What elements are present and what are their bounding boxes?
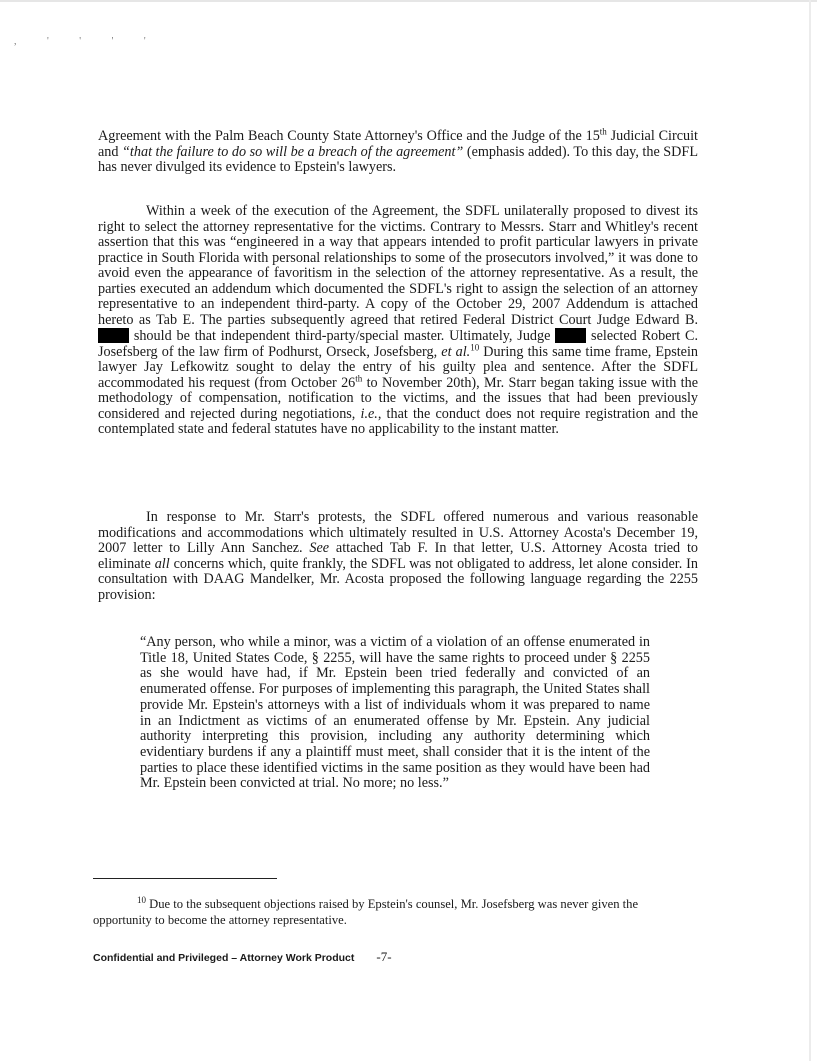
scan-edge-top bbox=[0, 0, 817, 2]
page-footer bbox=[93, 949, 693, 965]
p2-superscript: th bbox=[355, 372, 363, 383]
scan-specks: , ' ' ' ' bbox=[14, 36, 160, 47]
p3-italic-see: See bbox=[309, 540, 330, 556]
paragraph-addendum bbox=[98, 204, 698, 438]
p1-text-2: Judicial Circuit and bbox=[98, 128, 698, 160]
paragraph-response bbox=[98, 510, 698, 603]
p2-text-5: to November 20th), Mr. Starr began taking issue with the methodology of compensation, notification to the victims, and the issues that had been previously considered and rejected during negotiations, bbox=[98, 374, 698, 422]
p1-text-1: Agreement with the Palm Beach County State Attorney's Office and the Judge of the 15 bbox=[98, 128, 600, 144]
p2-text-1: Within a week of the execution of the Agreement, the SDFL unilaterally proposed to divest its right to select the attorney representative for the victims. Contrary to Messrs. Starr and Whitley's recent assertion that this was “engineered in a way that appears intended to profit particular lawyers in private practice in South Florida with personal relationships to some of the prosecutors involved,” it was done to avoid even the appearance of favoritism in the selection of the attorney representative. As a result, the parties executed an addendum which documented the SDFL's right to assign the selection of an attorney representative to an independent third-party. A copy of the October 29, 2007 Addendum is attached hereto as Tab E. The parties subsequently agreed that retired Federal District Court Judge Edward B. bbox=[98, 203, 698, 328]
footnote-ref-10: 10 bbox=[470, 341, 480, 352]
p3-text-1: In response to Mr. Starr's protests, the SDFL offered numerous and various reasonable modifications and accommodations which ultimately resulted in U.S. Attorney Acosta's December 19, 2007 letter to Lilly Ann Sanchez. bbox=[98, 509, 698, 556]
footnote-10 bbox=[93, 896, 693, 928]
page-number: -7- bbox=[376, 949, 392, 964]
redaction-block bbox=[555, 328, 586, 343]
p2-text-3: selected Robert C. Josefsberg of the law firm of Podhurst, Orseck, Josefsberg, bbox=[98, 328, 699, 360]
p2-text-4: During this same time frame, Epstein lawyer Jay Lefkowitz sought to delay the entry of his guilty plea and sentence. After the SDFL accommodated his request (from October 26 bbox=[98, 343, 698, 391]
redaction-block bbox=[98, 328, 129, 343]
p2-text-2: should be that independent third-party/special master. Ultimately, Judge bbox=[129, 328, 556, 344]
p1-italic-quote: “that the failure to do so will be a breach of the agreement” bbox=[122, 143, 464, 160]
scan-edge-right bbox=[809, 0, 811, 1061]
paragraph-agreement bbox=[98, 126, 698, 176]
p3-italic-all: all bbox=[154, 555, 170, 572]
block-quote-2255-provision: “Any person, who while a minor, was a victim of a violation of an offense enumerated in Title 18, United States Code, § 2255, will have the same rights to proceed under § 2255 as she would have had, if Mr. Epstein been tried federally and convicted of an enumerated offense. For purposes of implementing this paragraph, the United States shall provide Mr. Epstein's attorneys with a list of individuals whom it was prepared to name in an Indictment as victims of an enumerated offense by Mr. Epstein. Any judicial authority interpreting this provision, including any authority determining which evidentiary burdens if any a plaintiff must meet, shall consider that it is the intent of the parties to place these identified victims in the same position as they would have been had Mr. Epstein been convicted at trial. No more; no less.” bbox=[140, 634, 650, 792]
p2-italic-etal: et al. bbox=[441, 343, 471, 360]
p3-text-2: attached Tab F. In that letter, U.S. Attorney Acosta tried to eliminate bbox=[98, 540, 698, 572]
p2-italic-ie: i.e. bbox=[360, 405, 378, 422]
p3-text-3: concerns which, quite frankly, the SDFL was not obligated to address, let alone consider. In consultation with DAAG Mandelker, Mr. Acosta proposed the following language regarding the 2255 provision: bbox=[98, 555, 699, 603]
footer-confidential-label: Confidential and Privileged – Attorney Work Product bbox=[93, 952, 355, 964]
p1-text-3: (emphasis added). To this day, the SDFL has never divulged its evidence to Epstein's lawyers. bbox=[98, 143, 698, 175]
p1-superscript: th bbox=[599, 126, 607, 137]
p2-text-6: , that the conduct does not require registration and the contemplated state and federal statutes have no applicability to the instant matter. bbox=[98, 405, 698, 437]
footnote-marker: 10 bbox=[137, 894, 146, 905]
footnote-text: Due to the subsequent objections raised by Epstein's counsel, Mr. Josefsberg was never given the opportunity to become the attorney representative. bbox=[93, 897, 639, 927]
footnote-separator bbox=[93, 878, 277, 879]
